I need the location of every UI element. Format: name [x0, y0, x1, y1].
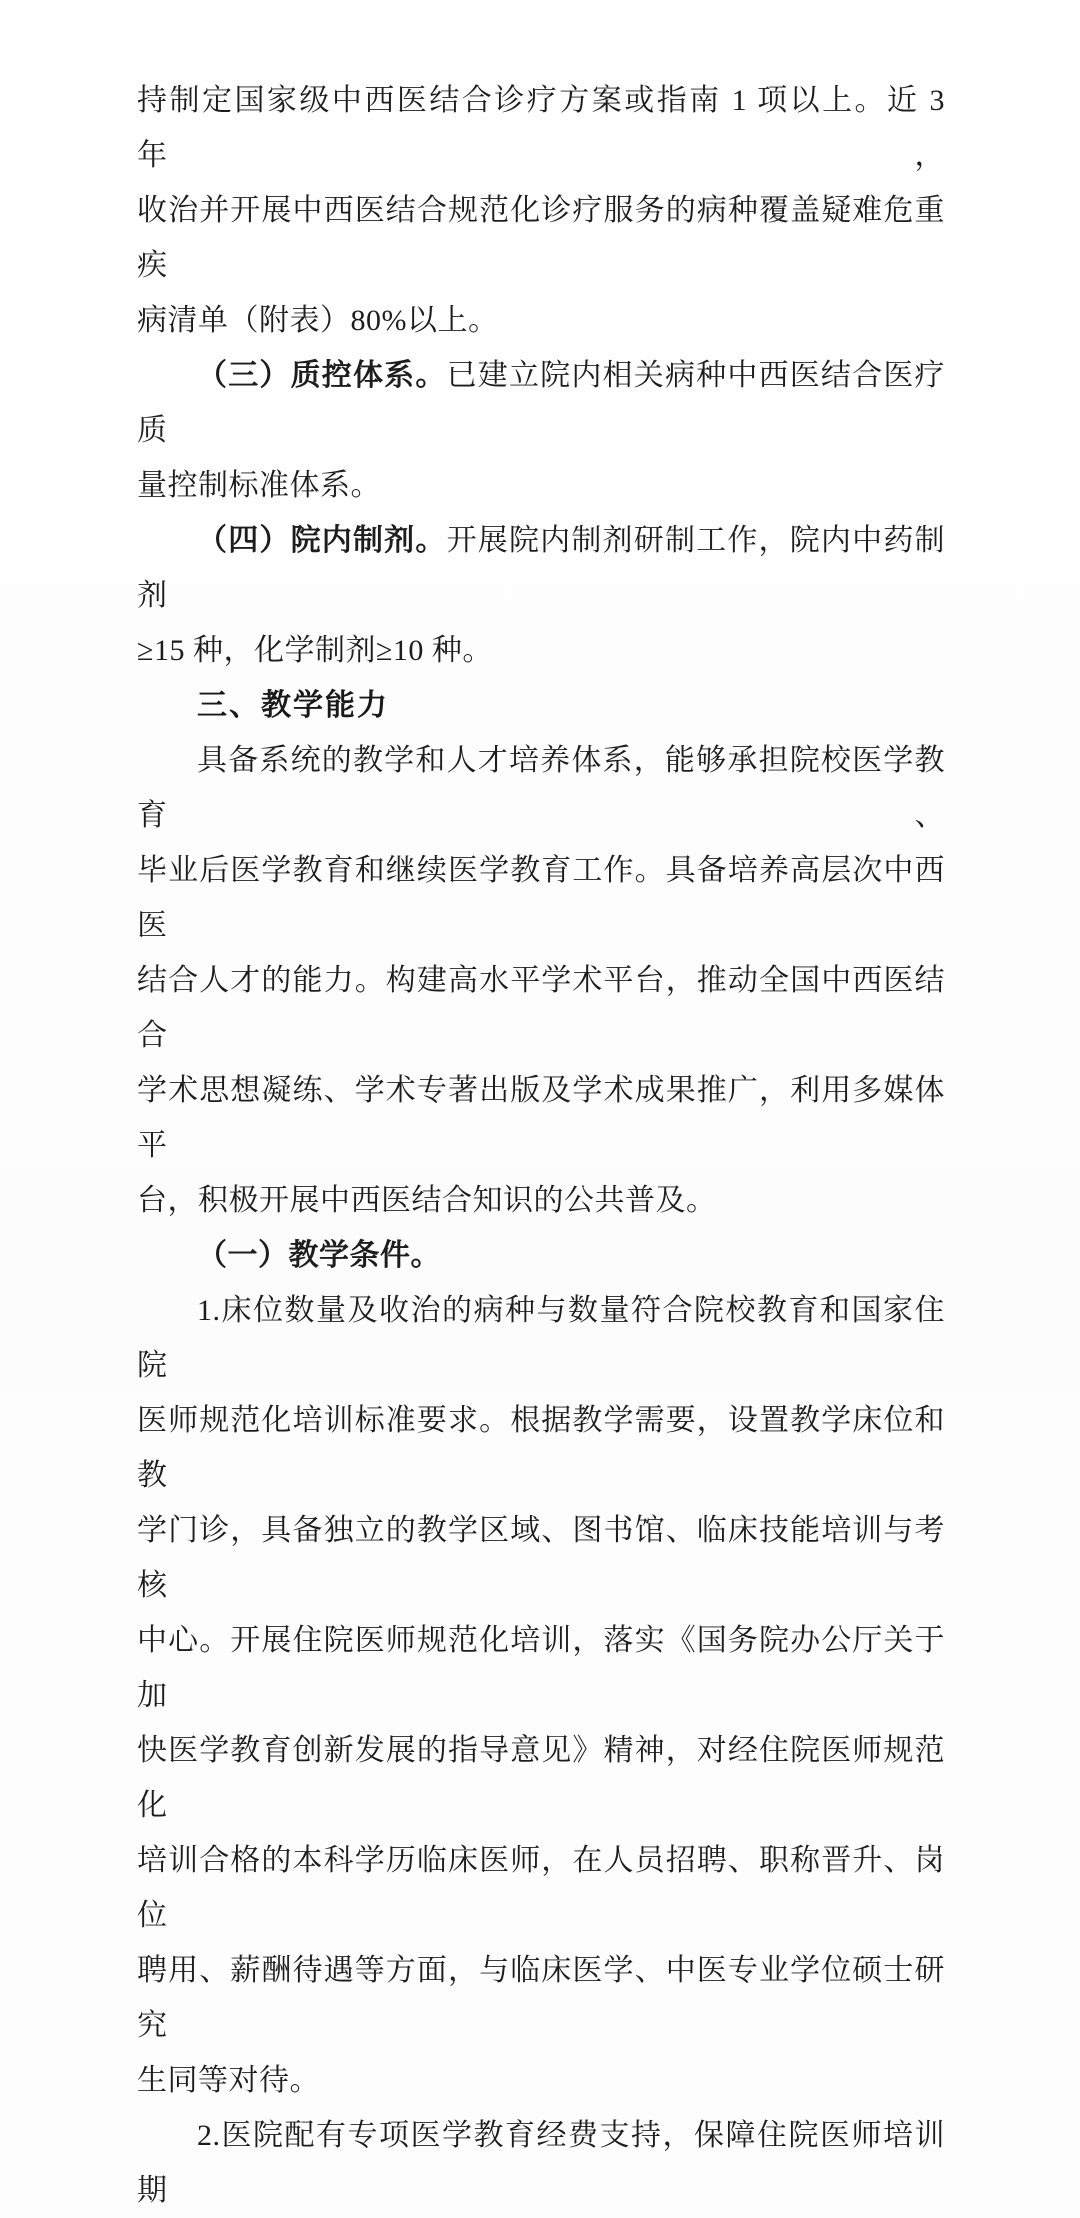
line-text: 医师规范化培训标准要求。根据教学需要，设置教学床位和教: [137, 1404, 945, 1492]
text-line: [137, 2108, 945, 2218]
line-text: 病清单（附表）80%以上。: [137, 304, 499, 337]
line-text: 生同等对待。: [137, 2064, 320, 2097]
line-text: 收治并开展中西医结合规范化诊疗服务的病种覆盖疑难危重疾: [137, 194, 945, 282]
line-text: 培训合格的本科学历临床医师，在人员招聘、职称晋升、岗位: [137, 1844, 945, 1932]
document-body: [137, 73, 945, 2218]
line-text: 聘用、薪酬待遇等方面，与临床医学、中医专业学位硕士研究: [137, 1954, 945, 2042]
text-line: [137, 73, 945, 183]
line-text: 2.医院配有专项医学教育经费支持，保障住院医师培训期: [137, 2119, 945, 2207]
text-line: [137, 1723, 945, 1833]
line-text: 结合人才的能力。构建高水平学术平台，推动全国中西医结合: [137, 964, 945, 1052]
text-line: [137, 1173, 945, 1228]
line-lead-bold: （三）质控体系。: [197, 359, 447, 392]
text-line: [137, 623, 945, 678]
line-text: 已建立院内相关病种中西医结合医疗质: [137, 359, 946, 447]
text-line: [137, 1228, 945, 1283]
text-line: [137, 183, 945, 293]
text-line: [137, 293, 945, 348]
text-line: [137, 2053, 945, 2108]
text-line: [137, 953, 945, 1063]
text-line: [137, 513, 945, 623]
text-line: [137, 1063, 945, 1173]
text-line: [137, 458, 945, 513]
line-text: 学门诊，具备独立的教学区域、图书馆、临床技能培训与考核: [137, 1514, 945, 1602]
line-text: ≥15 种，化学制剂≥10 种。: [137, 634, 493, 667]
text-line: [137, 1283, 945, 1393]
text-line: [137, 1393, 945, 1503]
text-line: [137, 1503, 945, 1613]
text-line: [137, 348, 945, 458]
text-line: [137, 1613, 945, 1723]
text-line: [137, 733, 945, 843]
line-text: 1.床位数量及收治的病种与数量符合院校教育和国家住院: [137, 1294, 945, 1382]
line-text: 开展院内制剂研制工作，院内中药制剂: [137, 524, 946, 612]
line-lead-bold: （一）教学条件。: [197, 1239, 441, 1272]
line-lead-bold: （四）院内制剂。: [197, 524, 447, 557]
line-text: 三、教学能力: [197, 689, 389, 722]
line-text: 毕业后医学教育和继续医学教育工作。具备培养高层次中西医: [137, 854, 945, 942]
line-text: 持制定国家级中西医结合诊疗方案或指南 1 项以上。近 3 年，: [137, 84, 945, 172]
line-text: 量控制标准体系。: [137, 469, 381, 502]
line-text: 台，积极开展中西医结合知识的公共普及。: [137, 1184, 717, 1217]
line-text: 具备系统的教学和人才培养体系，能够承担院校医学教育、: [137, 744, 945, 832]
line-text: 快医学教育创新发展的指导意见》精神，对经住院医师规范化: [137, 1734, 945, 1822]
text-line: [137, 843, 945, 953]
text-line: [137, 1943, 945, 2053]
line-text: 学术思想凝练、学术专著出版及学术成果推广，利用多媒体平: [137, 1074, 945, 1162]
text-line: [137, 678, 945, 733]
text-line: [137, 1833, 945, 1943]
line-text: 中心。开展住院医师规范化培训，落实《国务院办公厅关于加: [137, 1624, 945, 1712]
